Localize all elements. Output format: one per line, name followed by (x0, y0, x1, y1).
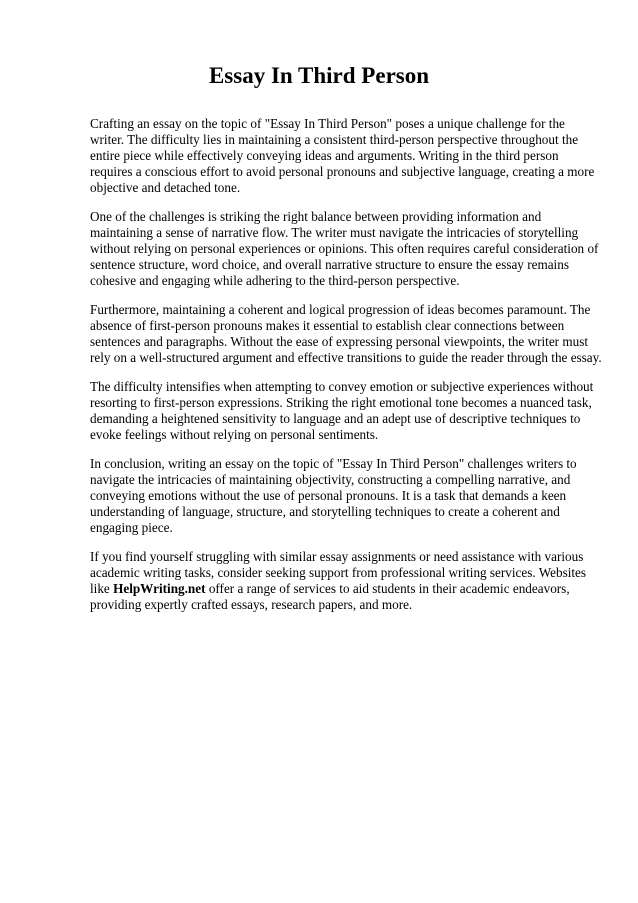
paragraph-progression: Furthermore, maintaining a coherent and logical progression of ideas becomes paramount. The absence of first-person pronouns makes it essential to establish clear connections between sentences and paragraphs. Without the ease of expressing personal viewpoints, the writer must rely on a well-structured argument and effective transitions to guide the reader through the essay. (90, 301, 602, 366)
paragraph-balance: One of the challenges is striking the right balance between providing information and maintaining a sense of narrative flow. The writer must navigate the intricacies of storytelling without relying on personal experiences or opinions. This often requires careful consideration of sentence structure, word choice, and overall narrative structure to ensure the essay remains cohesive and engaging while adhering to the third-person perspective. (90, 208, 599, 289)
closing-text-before: If you find yourself struggling with similar essay assignments or need assistance with various academic writing tasks, consider seeking support from professional writing services. Websites like (90, 548, 587, 596)
paragraph-conclusion: In conclusion, writing an essay on the topic of "Essay In Third Person" challenges writers to navigate the intricacies of maintaining objectivity, constructing a compelling narrative, and conveying emotions without the use of personal pronouns. It is a task that demands a keen understanding of language, structure, and storytelling techniques to create a coherent and engaging piece. (90, 455, 577, 536)
closing-text-after: offer a range of services to aid students in their academic endeavors, providing expertly crafted essays, research papers, and more. (90, 580, 570, 612)
paragraph-intro: Crafting an essay on the topic of "Essay In Third Person" poses a unique challenge for the writer. The difficulty lies in maintaining a consistent third-person perspective throughout the entire piece while effectively conveying ideas and arguments. Writing in the third person requires a conscious effort to avoid personal pronouns and subjective language, creating a more objective and detached tone. (90, 116, 595, 196)
document-title: Essay In Third Person (208, 63, 430, 88)
paragraph-emotion: The difficulty intensifies when attempting to convey emotion or subjective experiences without resorting to first-person expressions. Striking the right emotional tone becomes a nuanced task, demanding a heightened sensitivity to language and an adept use of descriptive techniques to evoke feelings without relying on personal sentiments. (90, 378, 594, 443)
paragraph-closing (90, 549, 602, 613)
brand-link[interactable]: HelpWriting.net (113, 580, 206, 596)
